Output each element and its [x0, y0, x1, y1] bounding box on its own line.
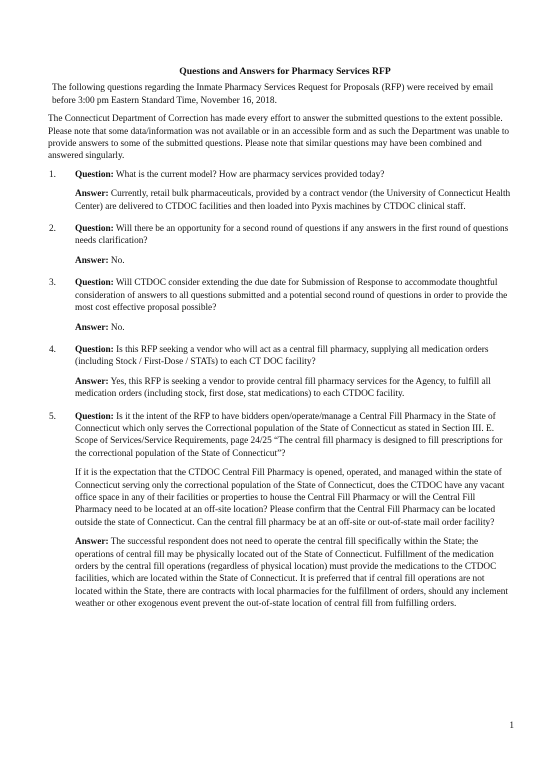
answer-label: Answer:: [75, 537, 109, 548]
qa-number: 2.: [49, 224, 56, 235]
qa-number: 1.: [49, 169, 56, 180]
question-paragraph: [75, 223, 512, 248]
answer-paragraph: [75, 188, 512, 213]
question-text: Will CTDOC consider extending the due date for Submission of Response to accommodate thoughtful consideration of answers to all questions submitted and a potential second round of questions in order to provide the most cost effective proposal possible?: [75, 278, 508, 314]
qa-item: [48, 223, 512, 267]
answer-label: Answer:: [75, 255, 109, 266]
question-paragraph: [75, 169, 512, 181]
question-label: Question:: [75, 278, 114, 289]
question-label: Question:: [75, 411, 114, 422]
question-text: Is this RFP seeking a vendor who will act as a central fill pharmacy, supplying all medication orders (including Stock / First-Dose / STATs) to each CT DOC facility?: [75, 344, 489, 368]
intro-paragraph: The Connecticut Department of Correction has made every effort to answer the submitted questions to the extent possible. Please note that some data/information was not available or in an accessible form and as such the Department was unable to provide answers to some of the submitted questions. Please note that similar questions may have been combined and answered singularly.: [48, 114, 510, 162]
qa-item: [48, 344, 512, 401]
answer-text: Currently, retail bulk pharmaceuticals, provided by a contract vendor (the University of Connecticut Health Center) are delivered to CTDOC facilities and then loaded into Pyxis machines by CTDOC clinical staff.: [75, 189, 511, 212]
intro-paragraph: The following questions regarding the Inmate Pharmacy Services Request for Proposals (RFP) were received by email before 3:00 pm Eastern Standard Time, November 16, 2018.: [52, 83, 494, 106]
question-text: What is the current model? How are pharmacy services provided today?: [115, 169, 385, 180]
question-paragraph: [75, 344, 512, 369]
qa-number: 5.: [49, 411, 56, 422]
answer-text: No.: [110, 322, 125, 333]
qa-item: [48, 411, 512, 611]
answer-paragraph: [75, 322, 512, 334]
qa-list: [48, 169, 512, 611]
qa-number: 3.: [49, 278, 56, 289]
question-paragraph: [75, 277, 512, 314]
question-text: Will there be an opportunity for a second round of questions if any answers in the first round of questions needs clarification?: [75, 224, 509, 247]
answer-paragraph: [75, 255, 512, 267]
qa-item: [48, 169, 512, 213]
question-label: Question:: [75, 344, 114, 355]
question-label: Question:: [75, 169, 114, 180]
page-number: 1: [509, 721, 514, 731]
answer-paragraph: [75, 376, 512, 401]
answer-label: Answer:: [75, 189, 109, 200]
qa-number: 4.: [49, 344, 56, 355]
question-paragraph: [75, 411, 512, 461]
question-text: Is it the intent of the RFP to have bidders open/operate/manage a Central Fill Pharmacy in the State of Connecticut which only serves the Correctional population of the State of Connecticut as stated in Section III. E. Scope of Services/Service Requirements, page 24/25 “The central fill pharmacy is designed to fill prescriptions for the correctional population of the State of Connecticut”?: [75, 411, 503, 459]
question-label: Question:: [75, 224, 114, 235]
document-title: Questions and Answers for Pharmacy Services RFP: [179, 66, 391, 77]
qa-item: [48, 277, 512, 334]
answer-text: No.: [110, 255, 125, 266]
answer-text: Yes, this RFP is seeking a vendor to provide central fill pharmacy services for the Agency, to fulfill all medication orders (including stock, first dose, stat medications) to each CTDOC facility.: [75, 376, 491, 400]
answer-text: The successful respondent does not need to operate the central fill specifically within the State; the operations of central fill may be physically located out of the State of Connecticut. Fulfillment of the medication orders by the central fill operations (regardless of physical location) must provide the medications to the CTDOC facilities, which are located within the State of Connecticut. It is preferred that if central fill operations are not located within the State, there are contracts with local pharmacies for the fulfillment of orders, should any inclement weather or other exogenous event prevent the out-of-state location of central fill from fulfilling orders.: [75, 537, 508, 610]
answer-paragraph: [75, 536, 512, 610]
question-followup: If it is the expectation that the CTDOC Central Fill Pharmacy is opened, operated, and managed within the state of Connecticut serving only the correctional population of the State of Connecticut, does the CTDOC have any vacant office space in any of their facilities or properties to house the Central Fill Pharmacy or will the Central Fill Pharmacy need to be located at an off-site location? Please confirm that the Central Fill Pharmacy can be located outside the state of Connecticut. Can the central fill pharmacy be at an off-site or out-of-state mail order facility?: [75, 468, 505, 528]
answer-label: Answer:: [75, 322, 109, 333]
answer-label: Answer:: [75, 376, 109, 387]
